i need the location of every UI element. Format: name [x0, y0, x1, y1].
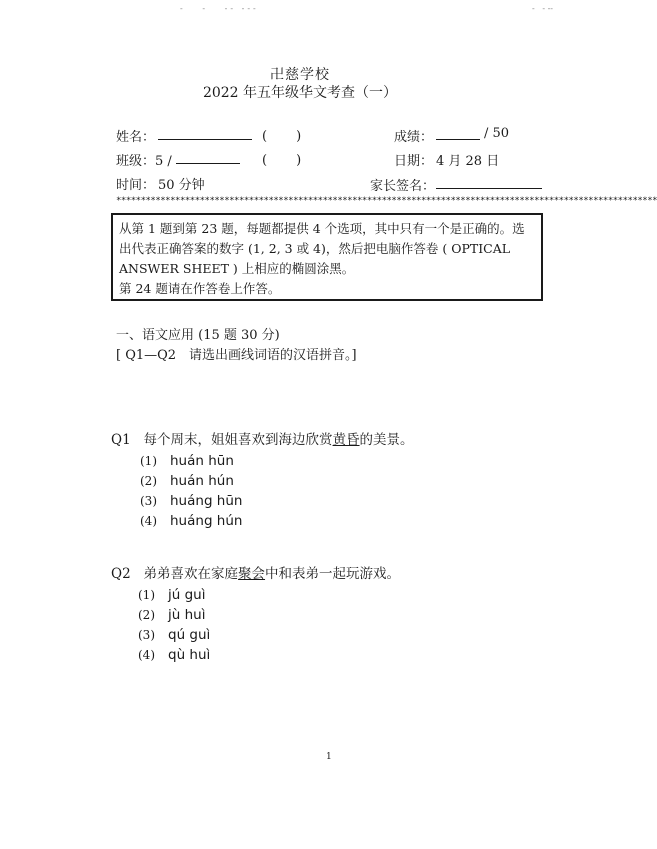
instructions-box	[111, 213, 543, 301]
page-number: 1	[326, 752, 332, 762]
score-label: 成绩：	[394, 130, 434, 145]
scan-mark-top-right: - - --	[532, 4, 553, 13]
underlined-word: 黄昏	[332, 432, 360, 448]
star-divider: **************************************************************************************************************	[116, 196, 657, 206]
name-paren: ( )	[262, 129, 303, 144]
class-paren: ( )	[262, 153, 303, 168]
question-stem: 每个周末，姐姐喜欢到海边欣赏	[143, 432, 333, 448]
question-number: Q2	[111, 566, 131, 582]
date-label: 日期：	[394, 154, 434, 169]
option-q2-2[interactable]: (2) jù huì	[138, 607, 206, 623]
section-title: 一、语文应用 (15 题 30 分)	[116, 328, 280, 343]
option-q2-3[interactable]: (3) qú guì	[138, 627, 211, 643]
instructions-text: 从第 1 题到第 23 题，每题都提供 4 个选项，其中只有一个是正确的。选出代表正确答案的数字 (1, 2, 3 或 4)，然后把电脑作答卷 ( OPTICAL ANSWER SHEET ) 上相应的椭圆涂黑。	[119, 221, 525, 276]
name-field[interactable]	[158, 126, 252, 140]
class-label: 班级：5 /	[116, 154, 172, 169]
name-label: 姓名：	[116, 130, 156, 145]
parent-sign-field[interactable]	[436, 175, 542, 189]
question-number: Q1	[111, 432, 131, 448]
date-value: 4 月 28 日	[436, 154, 500, 169]
option-q1-4[interactable]: (4) huáng hún	[140, 513, 243, 529]
exam-title: 2022 年五年级华文考查（一）	[202, 85, 398, 101]
class-field[interactable]	[176, 150, 240, 164]
option-q1-2[interactable]: (2) huán hún	[140, 473, 234, 489]
question-q1	[111, 428, 414, 448]
time-label: 时间：	[116, 178, 156, 193]
option-q1-1[interactable]: (1) huán hūn	[140, 453, 234, 469]
option-q2-4[interactable]: (4) qù huì	[138, 647, 211, 663]
school-name: 卍慈学校	[270, 67, 330, 83]
question-stem-end: 中和表弟一起玩游戏。	[265, 566, 401, 582]
question-stem: 弟弟喜欢在家庭	[143, 566, 239, 582]
question-stem-end: 的美景。	[359, 432, 414, 448]
score-total: / 50	[484, 126, 510, 141]
instructions-text-2: 第 24 题请在作答卷上作答。	[119, 281, 281, 296]
underlined-word: 聚会	[238, 566, 266, 582]
question-q2	[111, 562, 400, 582]
scan-mark-top: - - -- ---	[180, 4, 259, 13]
parent-sign-label: 家长签名：	[370, 179, 436, 194]
section-subtitle: [ Q1—Q2 请选出画线词语的汉语拼音。]	[116, 348, 357, 363]
option-q2-1[interactable]: (1) jú guì	[138, 587, 206, 603]
time-value: 50 分钟	[158, 178, 205, 193]
score-field[interactable]	[436, 126, 480, 140]
option-q1-3[interactable]: (3) huáng hūn	[140, 493, 243, 509]
